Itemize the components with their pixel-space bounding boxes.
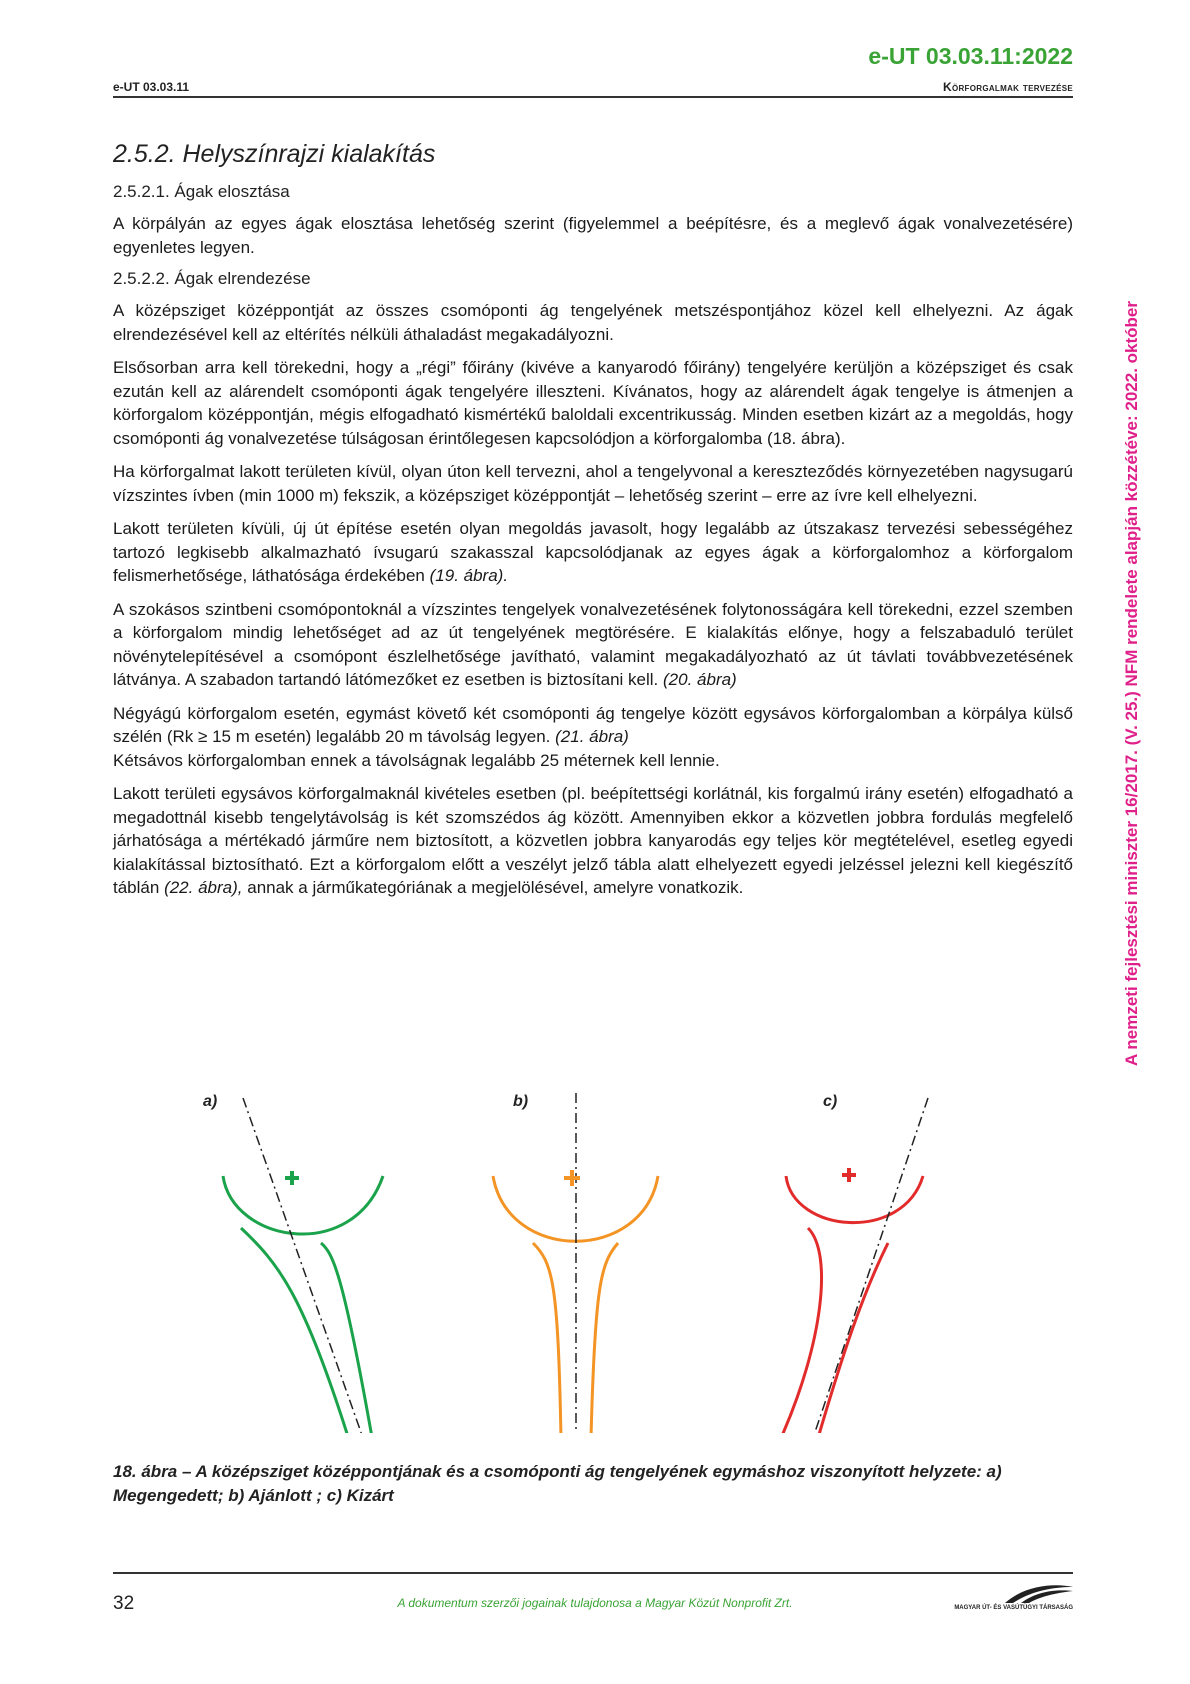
document-code: e-UT 03.03.11:2022: [868, 43, 1073, 69]
figure-18: [113, 1093, 1073, 1433]
diagram-c-excluded: [781, 1098, 928, 1433]
paragraph-8: [113, 782, 1073, 900]
footer-copyright: A dokumentum szerzői jogainak tulajdonosa a Magyar Közút Nonprofit Zrt.: [397, 1596, 793, 1610]
figure-label-b: b): [513, 1093, 529, 1110]
figure-ref-19: (19. ábra).: [429, 566, 509, 585]
paragraph-8-text: Lakott területi egysávos körforgalmaknál kivételes esetben (pl. beépítettségi korlátnál, kis forgalmú irány esetén) elfogadható a megadottnál kisebb tengelytávolság is két szomszédos ág között. Amennyiben ekkor a közvetlen jobbra fordulás megfelelő járhatósága a mértékadó járműre nem biztosított, a közvetlen jobbra kanyarodás egy teljes kör megtételével, esetleg egyedi kialakítással biztosítható. Ezt a körforgalom előtt a veszélyt jelző tábla alatt elhelyezett egyedi jelzéssel jelezni kell kiegészítő táblán: [113, 784, 1073, 897]
paragraph-3: Elsősorban arra kell törekedni, hogy a „régi” főirány (kivéve a kanyarodó főirány) tengelyére kerüljön a középsziget és csak ezután kell az alárendelt csomóponti ágak tengelyére illeszteni. Kívánatos, hogy az alárendelt ágak tengelye is átmenjen a körforgalom középpontján, mégis elfogadható kismértékű baloldali excentrikusság. Minden esetben kizárt az a megoldás, hogy csomóponti ág vonalvezetése túlságosan érintőlegesen kapcsolódjon a körforgalomba (18. ábra).: [113, 358, 1073, 448]
diagram-a-center-mark: [285, 1171, 299, 1185]
diagram-a-allowed: [223, 1098, 383, 1433]
paragraph-6-text: A szokásos szintbeni csomópontoknál a vízszintes tengelyek vonalvezetésének folytonosságára kell törekedni, ezzel szemben a körforgalom mindig lehetőséget ad az út tengelyének megtörésére. E kialakítás előnye, hogy a felszabaduló terület növénytelepítésével a csomópont észlelhetősége javítható, valamint megakadályozható az út távlati továbbvezetésének látványa. A szabadon tartandó látómezőket ez esetben is biztosítani kell.: [113, 599, 1073, 689]
main-content: [113, 140, 1073, 910]
paragraph-7: [113, 702, 1073, 773]
diagram-c-center-mark: [842, 1168, 856, 1182]
paragraph-7-text: Négyágú körforgalom esetén, egymást követő két csomóponti ág tengelye között egysávos körforgalomban a körpálya külső szélén (Rk ≥ 15 m esetén) legalább 20 m távolság legyen.: [113, 703, 1073, 746]
subheading-2: 2.5.2.2. Ágak elrendezése: [113, 269, 311, 288]
diagram-a-right-edge: [321, 1243, 373, 1433]
diagram-a-axis: [243, 1098, 363, 1433]
paragraph-5-text: Lakott területen kívüli, új út építése esetén olyan megoldás javasolt, hogy legalább az útszakasz tervezési sebességéhez tartozó legkisebb alkalmazható ívsugarú szakasszal kapcsolódjanak az egyes ágak a körforgalomhoz a körforgalom felismerhetősége, láthatósága érdekében: [113, 519, 1073, 585]
side-note: A nemzeti fejlesztési miniszter 16/2017. (V. 25.) NFM rendelete alapján közzétéve: 2022. október: [1122, 301, 1141, 1066]
diagram-a-left-edge: [241, 1228, 350, 1433]
footer-rule: [113, 1572, 1073, 1574]
diagram-c-left-edge: [781, 1228, 822, 1433]
figure-caption: 18. ábra – A középsziget középpontjának és a csomóponti ág tengelyének egymáshoz viszonyított helyzete: a) Megengedett; b) Ajánlott ; c) Kizárt: [113, 1462, 1002, 1505]
diagram-b-recommended: [493, 1093, 658, 1433]
diagram-c-right-edge: [818, 1243, 888, 1433]
publisher-logo: [935, 1583, 1073, 1617]
paragraph-7-continuation: Kétsávos körforgalomban ennek a távolságnak legalább 25 méternek kell lennie.: [113, 750, 720, 770]
section-heading: 2.5.2. Helyszínrajzi kialakítás: [113, 140, 436, 168]
publisher-logo-text: MAGYAR ÚT- ÉS VASÚTÜGYI TÁRSASÁG: [954, 1605, 1073, 1611]
figure-ref-20: (20. ábra): [663, 670, 737, 689]
paragraph-1: A körpályán az egyes ágak elosztása lehetőség szerint (figyelemmel a beépítésre, és a meglevő ágak vonalvezetésére) egyenletes legyen.: [113, 214, 1073, 257]
header-left: e-UT 03.03.11: [113, 80, 190, 94]
roundabout-diagrams: [113, 1093, 1073, 1433]
header-rule: [113, 96, 1073, 98]
paragraph-2: A középsziget középpontját az összes csomóponti ág tengelyének metszéspontjához közel kell elhelyezni. Az ágak elrendezésével kell az eltérítés nélküli áthaladást megakadályozni.: [113, 301, 1073, 344]
figure-ref-22: (22. ábra),: [164, 878, 243, 897]
diagram-b-center-mark: [564, 1170, 580, 1186]
subheading-1: 2.5.2.1. Ágak elosztása: [113, 182, 290, 201]
figure-label-a: a): [203, 1093, 218, 1110]
diagram-b-left-edge: [533, 1243, 561, 1433]
publisher-logo-mark: [935, 1583, 1073, 1605]
diagram-c-island-arc: [786, 1176, 923, 1223]
paragraph-4: Ha körforgalmat lakott területen kívül, olyan úton kell tervezni, ahol a tengelyvonal a kereszteződés környezetében nagysugarú vízszintes ívben (min 1000 m) fekszik, a középsziget középpontját – lehetőség szerint – erre az ívre kell elhelyezni.: [113, 462, 1073, 505]
figure-label-c: c): [823, 1093, 838, 1110]
diagram-b-right-edge: [591, 1243, 618, 1433]
page-number: 32: [113, 1593, 135, 1614]
paragraph-5: [113, 517, 1073, 588]
diagram-c-axis: [813, 1098, 928, 1433]
paragraph-6: [113, 598, 1073, 692]
diagram-a-island-arc: [223, 1176, 383, 1234]
paragraph-8-end: annak a járműkategóriának a megjelölésével, amelyre vonatkozik.: [247, 878, 744, 897]
figure-ref-21: (21. ábra): [555, 727, 629, 746]
header-right: Körforgalmak tervezése: [942, 80, 1073, 94]
